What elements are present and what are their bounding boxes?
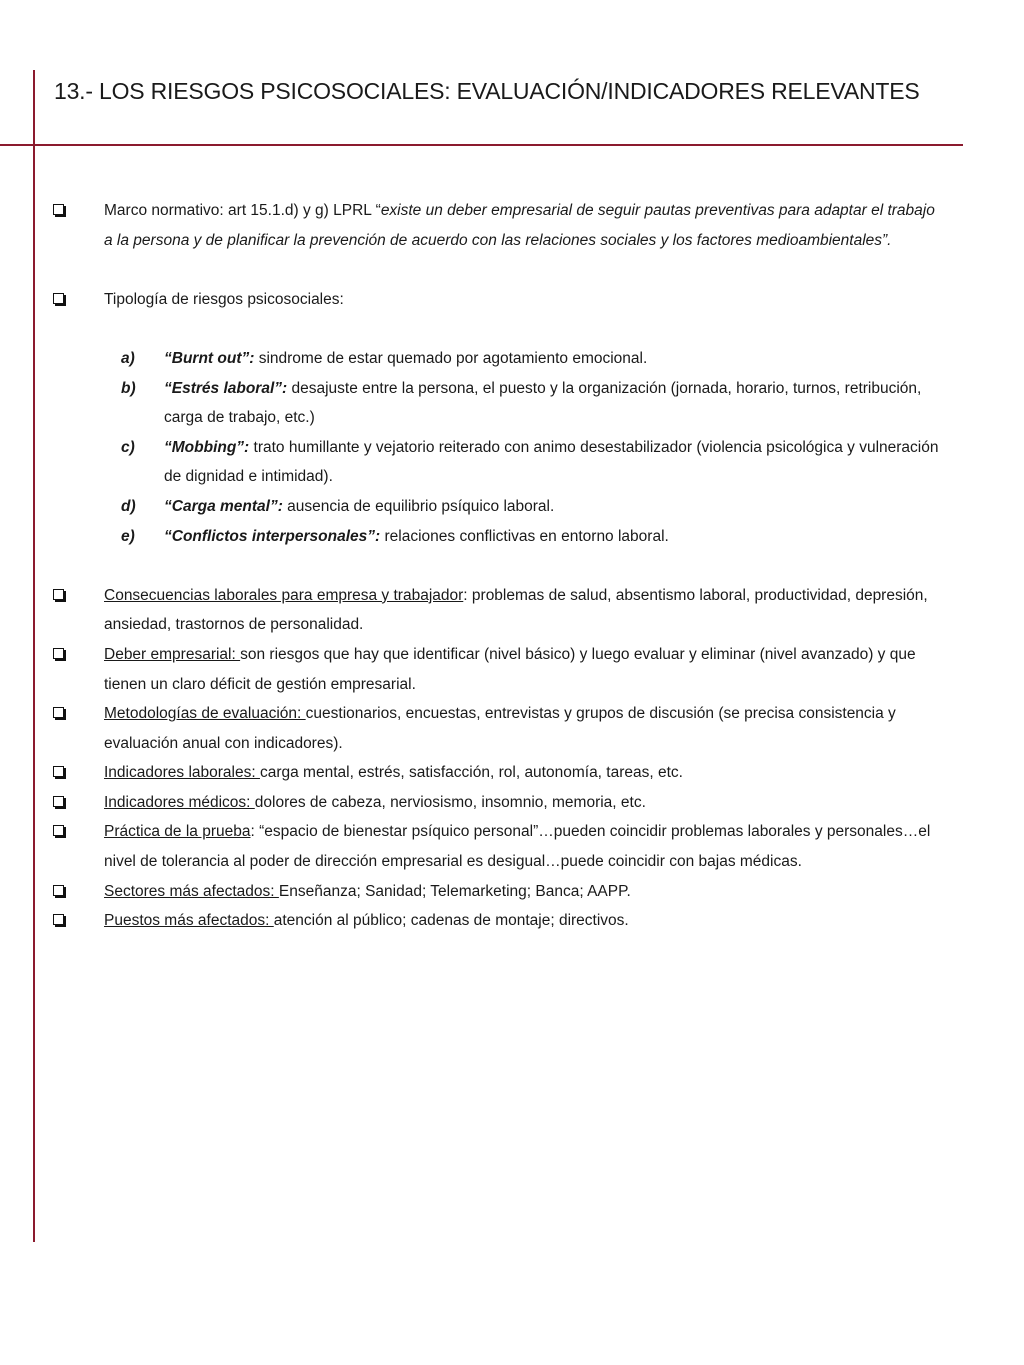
list-letter: c) bbox=[121, 438, 135, 456]
list-term: “Mobbing”: bbox=[164, 438, 250, 456]
checkbox-bullet-icon bbox=[53, 204, 64, 215]
bullet-text: : problemas de salud, absentismo laboral, productividad, depresión, ansiedad, trastornos de personalidad. bbox=[104, 586, 928, 634]
bullet-metodologias bbox=[0, 699, 1024, 758]
checkbox-bullet-icon bbox=[53, 589, 64, 600]
checkbox-bullet-icon bbox=[53, 766, 64, 777]
list-item bbox=[0, 522, 1024, 552]
marco-lead: Marco normativo: art 15.1.d) y g) LPRL “ bbox=[104, 202, 381, 219]
list-desc: relaciones conflictivas en entorno laboral. bbox=[380, 527, 669, 545]
bullet-marco-normativo bbox=[0, 196, 1024, 255]
checkbox-bullet-icon bbox=[53, 825, 64, 836]
bullet-text: dolores de cabeza, nerviosismo, insomnio, memoria, etc. bbox=[254, 793, 646, 811]
checkbox-bullet-icon bbox=[53, 648, 64, 659]
bullet-tipologia bbox=[0, 285, 1024, 315]
bullet-practica-prueba bbox=[0, 817, 1024, 876]
bullet-sectores bbox=[0, 877, 1024, 907]
list-item bbox=[0, 433, 1024, 492]
bullet-label: Sectores más afectados: bbox=[104, 882, 279, 900]
header-horizontal-line bbox=[0, 144, 963, 146]
list-desc: trato humillante y vejatorio reiterado con animo desestabilizador (violencia psicológica y vulneración de dignidad e intimidad). bbox=[164, 438, 939, 486]
list-letter: b) bbox=[121, 379, 136, 397]
bullet-text: cuestionarios, encuestas, entrevistas y grupos de discusión (se precisa consistencia y evaluación anual con indicadores). bbox=[104, 705, 896, 752]
bullet-text: son riesgos que hay que identificar (nivel básico) y luego evaluar y eliminar (nivel avanzado) y que tienen un claro déficit de gestión empresarial. bbox=[104, 645, 916, 693]
bullet-text: atención al público; cadenas de montaje; directivos. bbox=[273, 912, 629, 930]
list-term: “Burnt out”: bbox=[164, 349, 255, 367]
list-desc: sindrome de estar quemado por agotamiento emocional. bbox=[254, 349, 648, 367]
list-item bbox=[0, 344, 1024, 374]
checkbox-bullet-icon bbox=[53, 796, 64, 807]
list-term: “Estrés laboral”: bbox=[164, 379, 288, 397]
list-term: “Carga mental”: bbox=[164, 497, 283, 515]
bullet-label: Indicadores laborales: bbox=[104, 764, 260, 782]
bullet-label: Metodologías de evaluación: bbox=[104, 705, 306, 723]
bullet-text: : “espacio de bienestar psíquico personal”…pueden coincidir problemas laborales y personales…el nivel de tolerancia al poder de dirección empresarial es desigual…puede coincidir con bajas médicas. bbox=[104, 823, 931, 871]
list-term: “Conflictos interpersonales”: bbox=[164, 527, 381, 545]
checkbox-bullet-icon bbox=[53, 707, 64, 718]
bullet-label: Consecuencias laborales para empresa y trabajador bbox=[104, 586, 464, 604]
tipologia-list bbox=[0, 344, 1024, 551]
checkbox-bullet-icon bbox=[53, 914, 64, 925]
list-desc: ausencia de equilibrio psíquico laboral. bbox=[282, 497, 555, 515]
bullet-indicadores-medicos bbox=[0, 788, 1024, 818]
page-title: 13.- LOS RIESGOS PSICOSOCIALES: EVALUACIÓN/INDICADORES RELEVANTES bbox=[54, 78, 920, 104]
checkbox-bullet-icon bbox=[53, 885, 64, 896]
bullet-puestos bbox=[0, 906, 1024, 936]
bullet-consecuencias bbox=[0, 581, 1024, 640]
list-item bbox=[0, 374, 1024, 433]
marco-quote: existe un deber empresarial de seguir pautas preventivas para adaptar el trabajo a la persona y de planificar la prevención de acuerdo con las relaciones sociales y los factores medioambientales”. bbox=[104, 202, 935, 249]
document-body bbox=[0, 196, 1024, 936]
bullet-deber-empresarial bbox=[0, 640, 1024, 699]
bullet-label: Deber empresarial: bbox=[104, 645, 241, 663]
checkbox-bullet-icon bbox=[53, 293, 64, 304]
bullet-text: Enseñanza; Sanidad; Telemarketing; Banca; AAPP. bbox=[278, 882, 631, 900]
tipologia-label: Tipología de riesgos psicosociales: bbox=[104, 290, 344, 308]
bullet-text: carga mental, estrés, satisfacción, rol, autonomía, tareas, etc. bbox=[259, 764, 683, 782]
list-letter: e) bbox=[121, 527, 135, 545]
list-letter: a) bbox=[121, 349, 135, 367]
bullet-indicadores-laborales bbox=[0, 758, 1024, 788]
bullet-label: Indicadores médicos: bbox=[104, 793, 255, 811]
list-letter: d) bbox=[121, 497, 136, 515]
list-item bbox=[0, 492, 1024, 522]
bullet-label: Puestos más afectados: bbox=[104, 912, 274, 930]
bullet-label: Práctica de la prueba bbox=[104, 823, 251, 841]
list-desc: desajuste entre la persona, el puesto y la organización (jornada, horario, turnos, retribución, carga de trabajo, etc.) bbox=[164, 379, 922, 427]
